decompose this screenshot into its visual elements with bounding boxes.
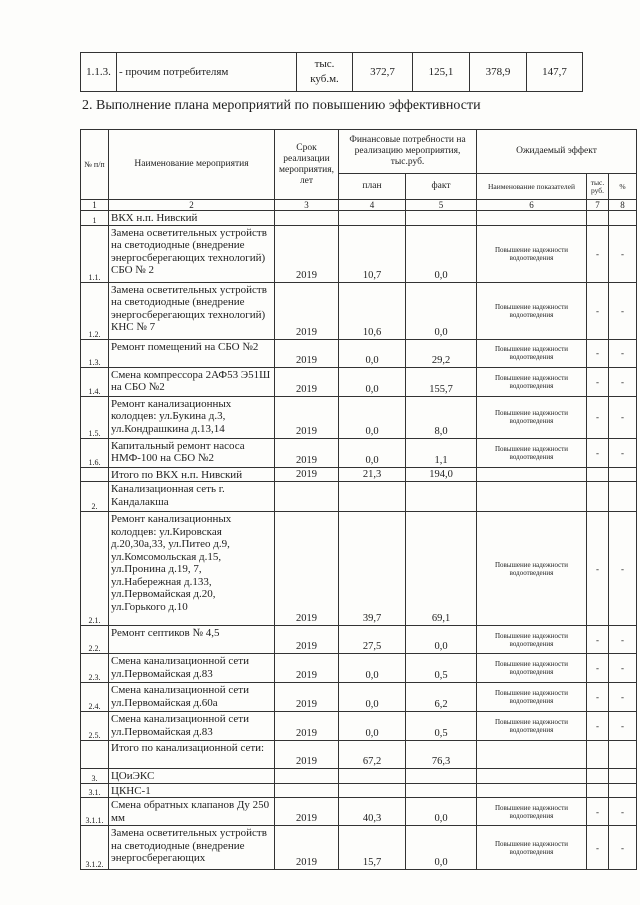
row-number: 2.2. [81,626,109,654]
table-row [81,225,637,282]
row-indicator: Повышение надежности водоотведения [477,438,587,467]
header-finance: Финансовые потребности на реализацию мероприятия, тыс.руб. [339,130,477,174]
row-indicator: Повышение надежности водоотведения [477,225,587,282]
row-name: Ремонт помещений на СБО №2 [109,339,275,367]
empty-cell [609,783,637,798]
column-number: 2 [109,200,275,211]
row-plan: 21,3 [339,467,406,482]
row-name: Смена канализационной сети ул.Первомайская д.83 [109,654,275,683]
table-row [81,712,637,741]
row-plan: 0,0 [339,712,406,741]
row-rub: - [587,512,609,626]
row-indicator: Повышение надежности водоотведения [477,626,587,654]
empty-cell [587,769,609,784]
row-name: Итого по канализационной сети: [109,741,275,769]
row-year: 2019 [275,438,339,467]
column-number: 4 [339,200,406,211]
row-percent: - [609,367,637,396]
row-percent: - [609,712,637,741]
row-rub: - [587,654,609,683]
row-rub: - [587,438,609,467]
table-row [81,339,637,367]
row-indicator: Повышение надежности водоотведения [477,367,587,396]
header-fact: факт [406,174,477,200]
row-number: 1 [81,211,109,226]
empty-cell [477,769,587,784]
row-value: 378,9 [470,53,527,92]
empty-cell [609,467,637,482]
row-plan: 10,7 [339,225,406,282]
row-fact: 194,0 [406,467,477,482]
row-percent: - [609,626,637,654]
row-indicator: Повышение надежности водоотведения [477,282,587,339]
empty-cell [477,783,587,798]
empty-cell [587,211,609,226]
row-plan: 10,6 [339,282,406,339]
row-rub: - [587,367,609,396]
row-name: Смена канализационной сети ул.Первомайская д.83 [109,712,275,741]
row-indicator: Повышение надежности водоотведения [477,396,587,438]
row-name: Канализационная сеть г. Кандалакша [109,482,275,512]
group-row [81,211,637,226]
row-fact: 0,0 [406,826,477,870]
row-indicator: Повышение надежности водоотведения [477,654,587,683]
header-rub: тыс. руб. [587,174,609,200]
row-name: Смена обратных клапанов Ду 250 мм [109,798,275,826]
row-percent: - [609,396,637,438]
row-plan: 39,7 [339,512,406,626]
empty-cell [339,769,406,784]
row-fact: 6,2 [406,683,477,712]
row-fact: 0,5 [406,712,477,741]
row-year: 2019 [275,741,339,769]
row-value: 372,7 [353,53,413,92]
row-rub: - [587,225,609,282]
empty-cell [406,783,477,798]
row-name: ЦКНС-1 [109,783,275,798]
empty-cell [339,211,406,226]
column-number-row [81,200,637,211]
row-plan: 0,0 [339,367,406,396]
row-plan: 27,5 [339,626,406,654]
header-effect: Ожидаемый эффект [477,130,637,174]
row-indicator: Повышение надежности водоотведения [477,798,587,826]
empty-cell [477,467,587,482]
empty-cell [609,211,637,226]
empty-cell [275,211,339,226]
empty-cell [587,741,609,769]
row-fact: 76,3 [406,741,477,769]
row-number [81,467,109,482]
row-number: 3.1.2. [81,826,109,870]
row-year: 2019 [275,654,339,683]
table-row [81,367,637,396]
row-plan: 0,0 [339,396,406,438]
empty-cell [339,482,406,512]
row-number: 3.1. [81,783,109,798]
row-rub: - [587,826,609,870]
row-year: 2019 [275,798,339,826]
row-rub: - [587,396,609,438]
empty-cell [609,482,637,512]
row-indicator: Повышение надежности водоотведения [477,712,587,741]
row-fact: 0,0 [406,798,477,826]
row-rub: - [587,712,609,741]
empty-cell [587,783,609,798]
table-row [81,626,637,654]
row-percent: - [609,282,637,339]
previous-table-fragment [80,52,583,92]
empty-cell [275,783,339,798]
row-number: 1.3. [81,339,109,367]
row-year: 2019 [275,826,339,870]
table-row [81,683,637,712]
group-row [81,482,637,512]
row-number: 2.4. [81,683,109,712]
row-rub: - [587,683,609,712]
header-number: № п/п [81,130,109,200]
row-fact: 0,0 [406,225,477,282]
empty-cell [587,482,609,512]
row-rub: - [587,626,609,654]
row-rub: - [587,339,609,367]
empty-cell [609,769,637,784]
row-number: 1.1.3. [81,53,117,92]
row-percent: - [609,512,637,626]
measures-table-body [81,211,637,870]
row-rub: - [587,282,609,339]
row-indicator: Повышение надежности водоотведения [477,512,587,626]
row-percent: - [609,798,637,826]
section-title: 2. Выполнение плана мероприятий по повышению эффективности [82,98,481,113]
row-plan: 15,7 [339,826,406,870]
table-row [81,438,637,467]
empty-cell [477,482,587,512]
header-row [81,130,637,174]
row-fact: 0,0 [406,282,477,339]
empty-cell [339,783,406,798]
row-number: 2.5. [81,712,109,741]
empty-cell [406,769,477,784]
row-fact: 0,5 [406,654,477,683]
total-row [81,741,637,769]
header-period: Срок реализации мероприятия, лет [275,130,339,200]
row-rub: - [587,798,609,826]
table-row [81,512,637,626]
row-name: ВКХ н.п. Нивский [109,211,275,226]
empty-cell [275,482,339,512]
row-value: 147,7 [527,53,583,92]
row-number [81,741,109,769]
header-indicator: Наименование показателей [477,174,587,200]
row-plan: 0,0 [339,683,406,712]
row-year: 2019 [275,225,339,282]
row-fact: 1,1 [406,438,477,467]
row-year: 2019 [275,282,339,339]
column-number: 1 [81,200,109,211]
row-percent: - [609,654,637,683]
empty-cell [406,211,477,226]
row-number: 2.1. [81,512,109,626]
row-number: 3.1.1. [81,798,109,826]
row-year: 2019 [275,367,339,396]
row-year: 2019 [275,512,339,626]
row-percent: - [609,225,637,282]
row-plan: 0,0 [339,339,406,367]
row-percent: - [609,683,637,712]
group-row [81,783,637,798]
table-row [81,396,637,438]
empty-cell [477,741,587,769]
row-number: 1.1. [81,225,109,282]
column-number: 8 [609,200,637,211]
column-number: 3 [275,200,339,211]
empty-cell [609,741,637,769]
header-percent: % [609,174,637,200]
header-name: Наименование мероприятия [109,130,275,200]
row-name: Итого по ВКХ н.п. Нивский [109,467,275,482]
row-number: 1.6. [81,438,109,467]
row-unit: тыс. куб.м. [297,53,353,92]
header-plan: план [339,174,406,200]
row-year: 2019 [275,626,339,654]
row-plan: 0,0 [339,654,406,683]
row-fact: 8,0 [406,396,477,438]
row-name: Ремонт канализационных колодцев: ул.Кировская д.20,30а,33, ул.Питео д.9, ул.Комсомольская д.15, ул.Пронина д.19, 7, ул.Набережная д.133, ул.Первомайская д.20, ул.Горького д.10 [109,512,275,626]
row-year: 2019 [275,683,339,712]
row-year: 2019 [275,396,339,438]
row-indicator: Повышение надежности водоотведения [477,683,587,712]
group-row [81,769,637,784]
row-name: - прочим потребителям [117,53,297,92]
row-number: 1.4. [81,367,109,396]
empty-cell [406,482,477,512]
column-number: 5 [406,200,477,211]
row-name: Ремонт септиков № 4,5 [109,626,275,654]
table-row [81,826,637,870]
row-name: Замена осветительных устройств на светодиодные (внедрение энергосберегающих технологий) КНС № 7 [109,282,275,339]
row-number: 2.3. [81,654,109,683]
row-year: 2019 [275,467,339,482]
row-name: Замена осветительных устройств на светодиодные (внедрение энергосберегающих технологий) СБО № 2 [109,225,275,282]
row-name: Ремонт канализационных колодцев: ул.Букина д.3, ул.Кондрашкина д.13,14 [109,396,275,438]
measures-table [80,129,637,870]
row-number: 3. [81,769,109,784]
total-row [81,467,637,482]
row-fact: 155,7 [406,367,477,396]
row-name: Смена компрессора 2АФ53 Э51Ш на СБО №2 [109,367,275,396]
row-plan: 67,2 [339,741,406,769]
row-percent: - [609,339,637,367]
table-row [81,654,637,683]
row-year: 2019 [275,339,339,367]
row-percent: - [609,438,637,467]
column-number: 6 [477,200,587,211]
row-name: Капитальный ремонт насоса НМФ-100 на СБО №2 [109,438,275,467]
row-plan: 0,0 [339,438,406,467]
row-plan: 40,3 [339,798,406,826]
row-indicator: Повышение надежности водоотведения [477,826,587,870]
column-number: 7 [587,200,609,211]
empty-cell [587,467,609,482]
row-fact: 0,0 [406,626,477,654]
row-number: 2. [81,482,109,512]
table-row [81,53,583,92]
row-name: Смена канализационной сети ул.Первомайская д.60а [109,683,275,712]
row-fact: 29,2 [406,339,477,367]
row-percent: - [609,826,637,870]
row-name: Замена осветительных устройств на светодиодные (внедрение энергосберегающих [109,826,275,870]
row-number: 1.2. [81,282,109,339]
row-name: ЦОиЭКС [109,769,275,784]
row-year: 2019 [275,712,339,741]
table-row [81,798,637,826]
table-row [81,282,637,339]
row-number: 1.5. [81,396,109,438]
row-fact: 69,1 [406,512,477,626]
row-indicator: Повышение надежности водоотведения [477,339,587,367]
empty-cell [477,211,587,226]
row-value: 125,1 [413,53,470,92]
empty-cell [275,769,339,784]
